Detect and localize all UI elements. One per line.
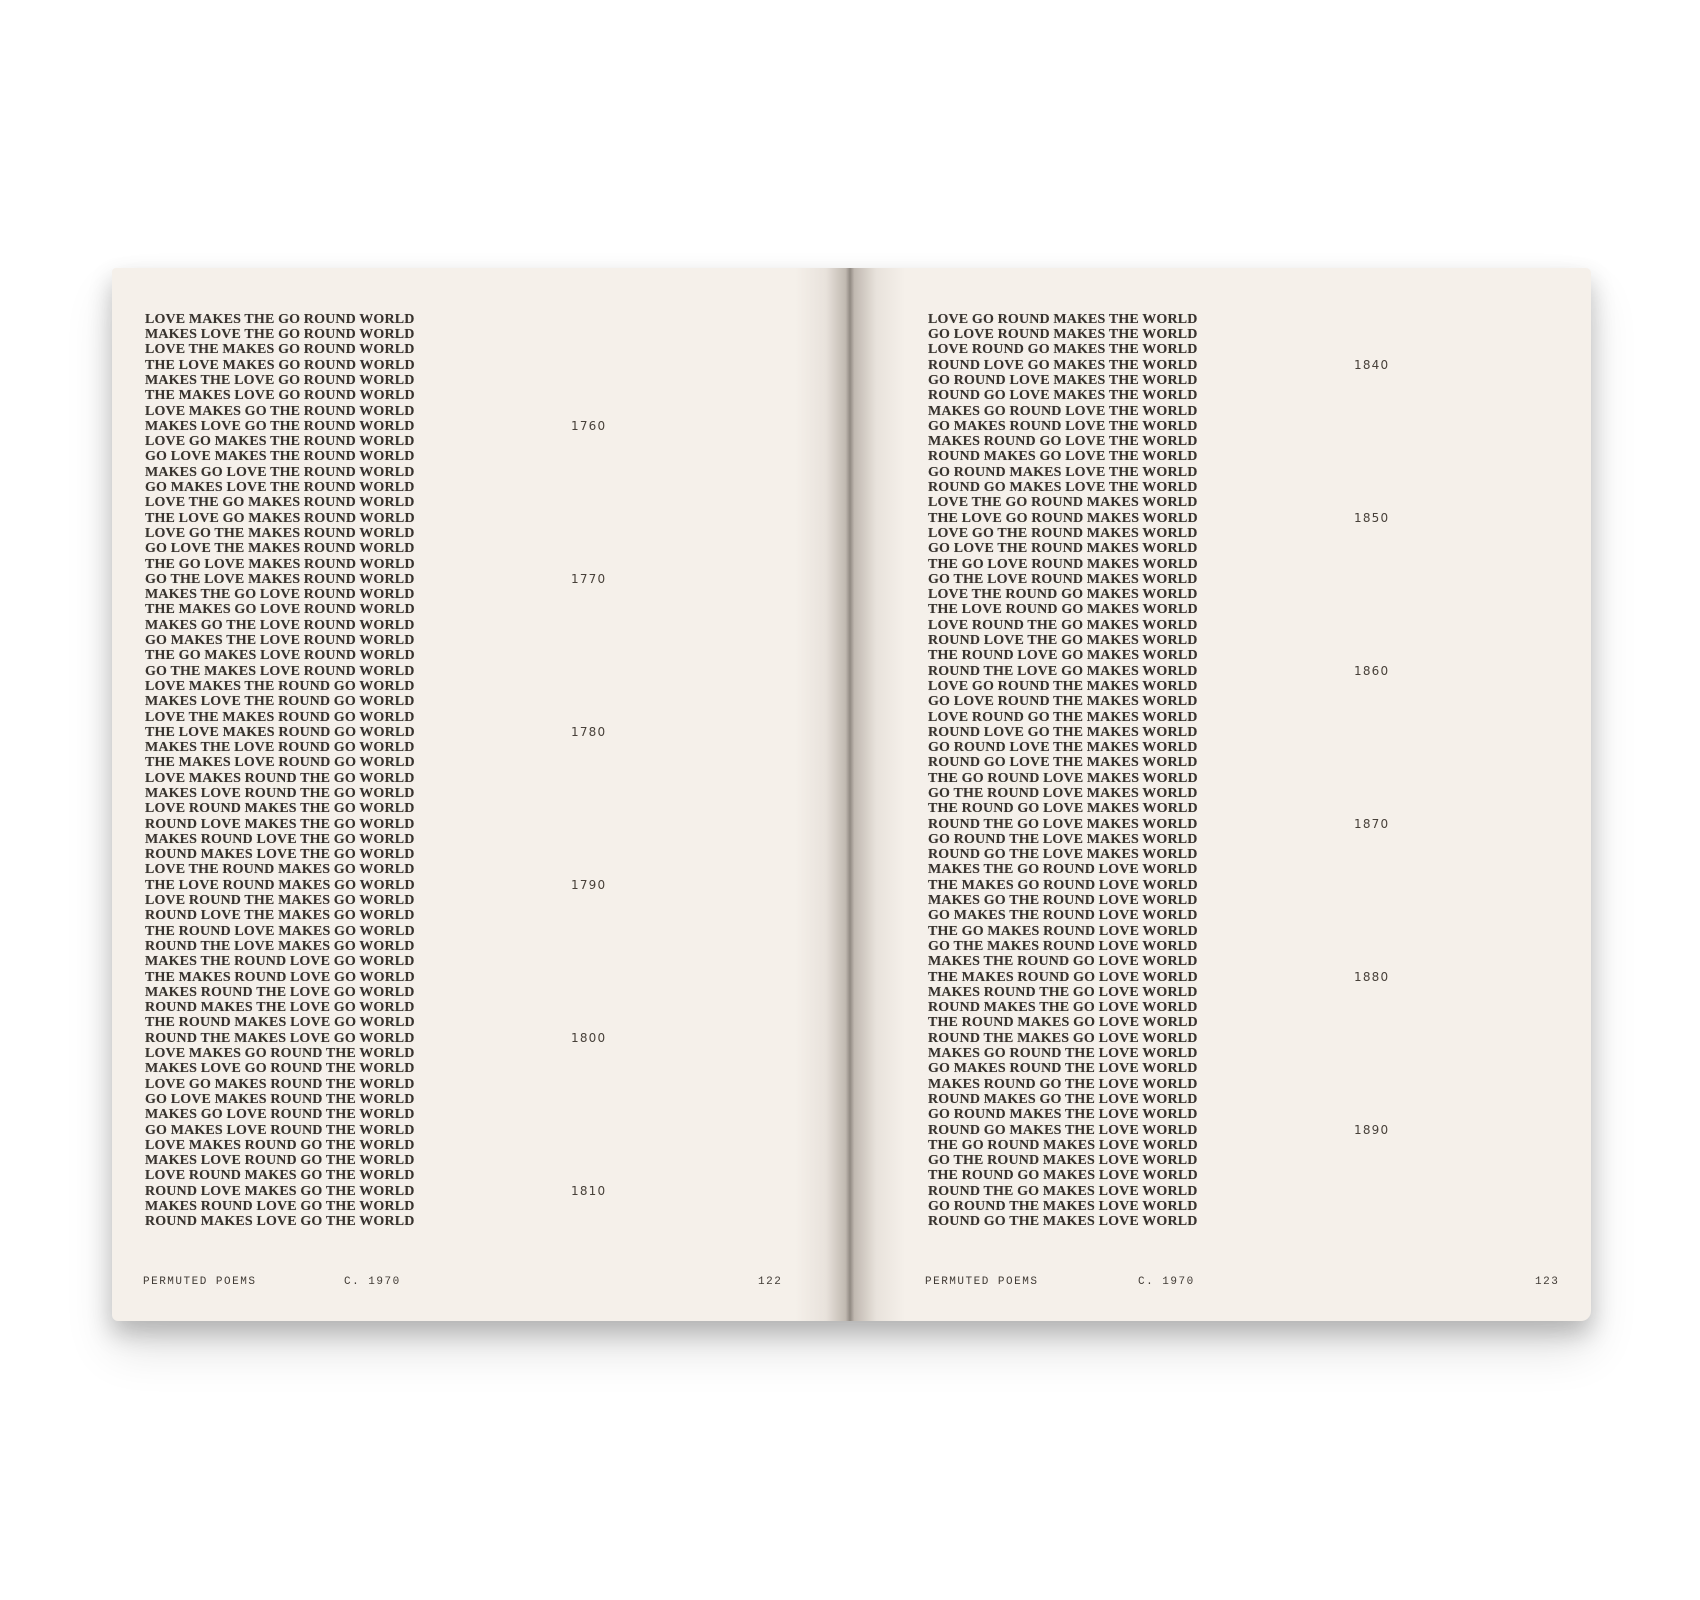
poem-line: ROUND LOVE GO MAKES THE WORLD (928, 357, 1198, 373)
poem-line: THE MAKES GO LOVE ROUND WORLD (145, 602, 415, 618)
poem-line: MAKES LOVE GO THE ROUND WORLD (145, 418, 415, 434)
poem-line: ROUND MAKES THE GO LOVE WORLD (928, 1000, 1198, 1016)
poem-line: GO MAKES THE ROUND LOVE WORLD (928, 908, 1198, 924)
poem-line: THE ROUND MAKES LOVE GO WORLD (145, 1015, 415, 1031)
line-number-label: 1870 (1354, 816, 1390, 831)
poem-line: MAKES LOVE ROUND GO THE WORLD (145, 1153, 415, 1169)
right-page-number: 123 (1535, 1276, 1560, 1288)
poem-line: ROUND THE MAKES GO LOVE WORLD (928, 1030, 1198, 1046)
poem-line: GO THE LOVE ROUND MAKES WORLD (928, 571, 1198, 587)
line-number-label: 1770 (571, 571, 607, 586)
poem-line: MAKES THE ROUND GO LOVE WORLD (928, 954, 1198, 970)
poem-line: ROUND THE GO MAKES LOVE WORLD (928, 1183, 1198, 1199)
line-number-label: 1780 (571, 724, 607, 739)
poem-line: GO THE MAKES ROUND LOVE WORLD (928, 938, 1198, 954)
poem-line: LOVE GO MAKES THE ROUND WORLD (145, 434, 415, 450)
right-page-line-numbers (1354, 312, 1404, 1242)
poem-line: MAKES ROUND LOVE THE GO WORLD (145, 831, 415, 847)
poem-line: MAKES THE ROUND LOVE GO WORLD (145, 954, 415, 970)
poem-line: MAKES LOVE GO ROUND THE WORLD (145, 1061, 415, 1077)
poem-line: ROUND MAKES GO THE LOVE WORLD (928, 1091, 1198, 1107)
poem-line: GO LOVE THE MAKES ROUND WORLD (145, 541, 415, 557)
poem-line: ROUND MAKES GO LOVE THE WORLD (928, 449, 1198, 465)
left-footer-date: C. 1970 (344, 1276, 401, 1288)
poem-line: LOVE THE GO ROUND MAKES WORLD (928, 495, 1198, 511)
poem-line: THE GO LOVE ROUND MAKES WORLD (928, 556, 1198, 572)
poem-line: MAKES LOVE THE GO ROUND WORLD (145, 327, 415, 343)
poem-line: LOVE MAKES THE GO ROUND WORLD (145, 311, 415, 327)
poem-line: ROUND MAKES LOVE GO THE WORLD (145, 1214, 415, 1230)
poem-line: THE LOVE GO MAKES ROUND WORLD (145, 510, 415, 526)
poem-line: LOVE THE MAKES GO ROUND WORLD (145, 342, 415, 358)
poem-line: MAKES THE LOVE GO ROUND WORLD (145, 372, 415, 388)
poem-line: ROUND MAKES THE LOVE GO WORLD (145, 1000, 415, 1016)
poem-line: MAKES ROUND LOVE GO THE WORLD (145, 1199, 415, 1215)
poem-line: ROUND LOVE MAKES GO THE WORLD (145, 1183, 415, 1199)
poem-line: MAKES THE GO LOVE ROUND WORLD (145, 587, 415, 603)
poem-line: THE MAKES GO ROUND LOVE WORLD (928, 877, 1198, 893)
book-gutter-shadow (795, 268, 905, 1321)
book-spread (112, 268, 1591, 1321)
poem-line: LOVE ROUND MAKES GO THE WORLD (145, 1168, 415, 1184)
poem-line: ROUND GO MAKES THE LOVE WORLD (928, 1122, 1198, 1138)
poem-line: THE ROUND GO MAKES LOVE WORLD (928, 1168, 1198, 1184)
poem-line: LOVE GO THE ROUND MAKES WORLD (928, 525, 1198, 541)
poem-line: LOVE GO ROUND THE MAKES WORLD (928, 678, 1198, 694)
poem-line: LOVE GO MAKES ROUND THE WORLD (145, 1076, 415, 1092)
poem-line: GO LOVE THE ROUND MAKES WORLD (928, 541, 1198, 557)
poem-line: ROUND LOVE MAKES THE GO WORLD (145, 816, 415, 832)
poem-line: GO THE LOVE MAKES ROUND WORLD (145, 571, 415, 587)
poem-line: GO THE ROUND MAKES LOVE WORLD (928, 1153, 1198, 1169)
poem-line: MAKES GO THE LOVE ROUND WORLD (145, 617, 415, 633)
right-footer-title: PERMUTED POEMS (925, 1276, 1039, 1288)
line-number-label: 1880 (1354, 969, 1390, 984)
line-number-label: 1760 (571, 418, 607, 433)
poem-line: MAKES GO ROUND LOVE THE WORLD (928, 403, 1198, 419)
poem-line: GO LOVE ROUND THE MAKES WORLD (928, 694, 1198, 710)
poem-line: LOVE ROUND GO MAKES THE WORLD (928, 342, 1198, 358)
poem-line: GO MAKES LOVE THE ROUND WORLD (145, 480, 415, 496)
line-number-label: 1890 (1354, 1122, 1390, 1137)
poem-line: LOVE ROUND THE GO MAKES WORLD (928, 617, 1198, 633)
poem-line: LOVE THE ROUND GO MAKES WORLD (928, 587, 1198, 603)
poem-line: MAKES THE LOVE ROUND GO WORLD (145, 740, 415, 756)
poem-line: MAKES ROUND GO THE LOVE WORLD (928, 1076, 1198, 1092)
poem-line: THE ROUND LOVE MAKES GO WORLD (145, 923, 415, 939)
poem-line: LOVE MAKES ROUND THE GO WORLD (145, 770, 415, 786)
poem-line: ROUND GO LOVE THE MAKES WORLD (928, 755, 1198, 771)
poem-line: GO THE MAKES LOVE ROUND WORLD (145, 663, 415, 679)
poem-line: THE MAKES LOVE ROUND GO WORLD (145, 755, 415, 771)
poem-line: THE LOVE GO ROUND MAKES WORLD (928, 510, 1198, 526)
poem-line: THE ROUND MAKES GO LOVE WORLD (928, 1015, 1198, 1031)
poem-line: LOVE THE ROUND MAKES GO WORLD (145, 862, 415, 878)
poem-line: LOVE MAKES ROUND GO THE WORLD (145, 1137, 415, 1153)
poem-line: THE MAKES LOVE GO ROUND WORLD (145, 388, 415, 404)
poem-line: GO ROUND MAKES THE LOVE WORLD (928, 1107, 1198, 1123)
poem-line: LOVE ROUND THE MAKES GO WORLD (145, 893, 415, 909)
poem-line: ROUND THE LOVE MAKES GO WORLD (145, 938, 415, 954)
poem-line: GO MAKES ROUND THE LOVE WORLD (928, 1061, 1198, 1077)
poem-line: GO ROUND THE MAKES LOVE WORLD (928, 1199, 1198, 1215)
poem-line: THE ROUND GO LOVE MAKES WORLD (928, 801, 1198, 817)
poem-line: GO LOVE ROUND MAKES THE WORLD (928, 327, 1198, 343)
poem-line: MAKES GO LOVE ROUND THE WORLD (145, 1107, 415, 1123)
poem-line: ROUND GO MAKES LOVE THE WORLD (928, 480, 1198, 496)
left-page-line-numbers (571, 312, 621, 1242)
poem-line: THE MAKES ROUND LOVE GO WORLD (145, 969, 415, 985)
poem-line: LOVE ROUND GO THE MAKES WORLD (928, 709, 1198, 725)
poem-line: MAKES GO LOVE THE ROUND WORLD (145, 464, 415, 480)
poem-line: MAKES ROUND THE LOVE GO WORLD (145, 984, 415, 1000)
poem-line: MAKES THE GO ROUND LOVE WORLD (928, 862, 1198, 878)
poem-line: ROUND MAKES LOVE THE GO WORLD (145, 847, 415, 863)
poem-line: GO ROUND MAKES LOVE THE WORLD (928, 464, 1198, 480)
left-page-number: 122 (758, 1276, 783, 1288)
poem-line: MAKES ROUND GO LOVE THE WORLD (928, 434, 1198, 450)
poem-line: ROUND THE GO LOVE MAKES WORLD (928, 816, 1198, 832)
poem-line: THE GO ROUND LOVE MAKES WORLD (928, 770, 1198, 786)
poem-line: LOVE THE GO MAKES ROUND WORLD (145, 495, 415, 511)
poem-line: GO MAKES THE LOVE ROUND WORLD (145, 633, 415, 649)
poem-line: ROUND GO THE MAKES LOVE WORLD (928, 1214, 1198, 1230)
poem-line: GO LOVE MAKES THE ROUND WORLD (145, 449, 415, 465)
poem-line: THE LOVE ROUND GO MAKES WORLD (928, 602, 1198, 618)
poem-line: MAKES GO ROUND THE LOVE WORLD (928, 1046, 1198, 1062)
line-number-label: 1860 (1354, 663, 1390, 678)
poem-line: GO MAKES ROUND LOVE THE WORLD (928, 418, 1198, 434)
poem-line: LOVE MAKES GO THE ROUND WORLD (145, 403, 415, 419)
poem-line: MAKES GO THE ROUND LOVE WORLD (928, 893, 1198, 909)
poem-line: THE LOVE ROUND MAKES GO WORLD (145, 877, 415, 893)
line-number-label: 1810 (571, 1183, 607, 1198)
poem-line: GO ROUND THE LOVE MAKES WORLD (928, 831, 1198, 847)
poem-line: LOVE MAKES GO ROUND THE WORLD (145, 1046, 415, 1062)
poem-line: ROUND LOVE THE MAKES GO WORLD (145, 908, 415, 924)
right-footer-date: C. 1970 (1138, 1276, 1195, 1288)
poem-line: THE LOVE MAKES ROUND GO WORLD (145, 724, 415, 740)
poem-line: MAKES LOVE ROUND THE GO WORLD (145, 786, 415, 801)
line-number-label: 1840 (1354, 357, 1390, 372)
poem-line: GO ROUND LOVE THE MAKES WORLD (928, 740, 1198, 756)
poem-line: LOVE GO ROUND MAKES THE WORLD (928, 311, 1198, 327)
poem-line: ROUND GO LOVE MAKES THE WORLD (928, 388, 1198, 404)
line-number-label: 1790 (571, 877, 607, 892)
left-page-poem-column (145, 312, 415, 1230)
poem-line: THE GO MAKES ROUND LOVE WORLD (928, 923, 1198, 939)
left-footer-title: PERMUTED POEMS (143, 1276, 257, 1288)
poem-line: ROUND LOVE THE GO MAKES WORLD (928, 633, 1198, 649)
poem-line: LOVE ROUND MAKES THE GO WORLD (145, 801, 415, 817)
poem-line: THE ROUND LOVE GO MAKES WORLD (928, 648, 1198, 664)
poem-line: ROUND LOVE GO THE MAKES WORLD (928, 724, 1198, 740)
poem-line: MAKES ROUND THE GO LOVE WORLD (928, 984, 1198, 1000)
right-page-poem-column (928, 312, 1198, 1230)
poem-line: ROUND GO THE LOVE MAKES WORLD (928, 847, 1198, 863)
poem-line: MAKES LOVE THE ROUND GO WORLD (145, 694, 415, 710)
poem-line: LOVE THE MAKES ROUND GO WORLD (145, 709, 415, 725)
poem-line: GO LOVE MAKES ROUND THE WORLD (145, 1091, 415, 1107)
poem-line: THE LOVE MAKES GO ROUND WORLD (145, 357, 415, 373)
poem-line: GO THE ROUND LOVE MAKES WORLD (928, 786, 1198, 801)
poem-line: THE GO LOVE MAKES ROUND WORLD (145, 556, 415, 572)
poem-line: THE GO ROUND MAKES LOVE WORLD (928, 1137, 1198, 1153)
poem-line: THE MAKES ROUND GO LOVE WORLD (928, 969, 1198, 985)
poem-line: LOVE GO THE MAKES ROUND WORLD (145, 525, 415, 541)
poem-line: ROUND THE MAKES LOVE GO WORLD (145, 1030, 415, 1046)
line-number-label: 1850 (1354, 510, 1390, 525)
line-number-label: 1800 (571, 1030, 607, 1045)
poem-line: LOVE MAKES THE ROUND GO WORLD (145, 678, 415, 694)
poem-line: THE GO MAKES LOVE ROUND WORLD (145, 648, 415, 664)
poem-line: GO MAKES LOVE ROUND THE WORLD (145, 1122, 415, 1138)
poem-line: GO ROUND LOVE MAKES THE WORLD (928, 372, 1198, 388)
poem-line: ROUND THE LOVE GO MAKES WORLD (928, 663, 1198, 679)
